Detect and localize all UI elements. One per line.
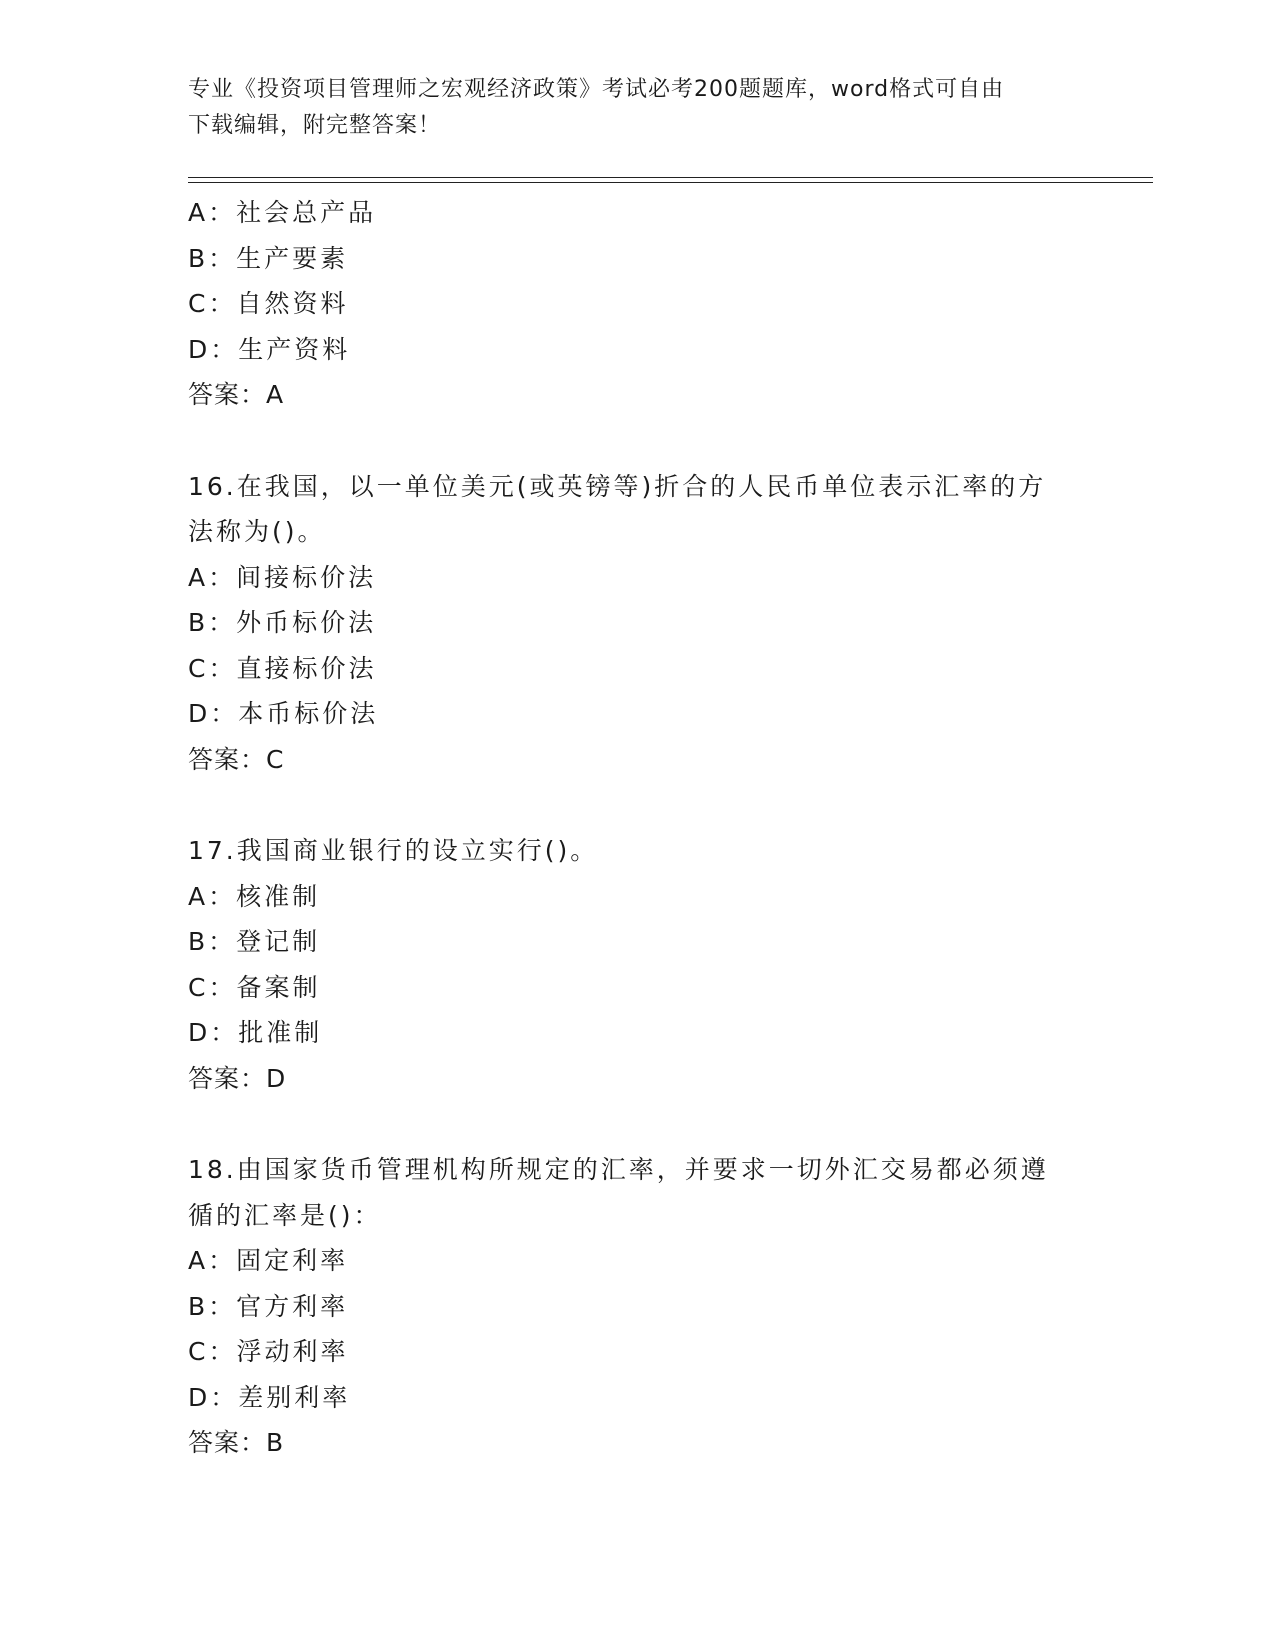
option-c: C：浮动利率 — [188, 1337, 349, 1366]
answer-line: 答案：D — [188, 1063, 287, 1093]
answer-line: 答案：C — [188, 744, 285, 774]
option-d: D：本币标价法 — [188, 699, 379, 728]
question-stem-line-1: 18.由国家货币管理机构所规定的汇率，并要求一切外汇交易都必须遵 — [188, 1155, 1049, 1184]
question-17 — [188, 828, 1088, 1101]
question-stem-line-1: 17.我国商业银行的设立实行()。 — [188, 836, 599, 865]
header-divider-bottom — [188, 182, 1153, 183]
option-c: C：自然资料 — [188, 289, 349, 318]
question-stem-line-1: 16.在我国，以一单位美元(或英镑等)折合的人民币单位表示汇率的方 — [188, 471, 1047, 501]
option-c: C：备案制 — [188, 972, 321, 1002]
option-d: D：批准制 — [188, 1018, 323, 1047]
option-b: B：官方利率 — [188, 1291, 349, 1321]
header-line-2: 下载编辑，附完整答案！ — [188, 113, 442, 138]
option-a: A：间接标价法 — [188, 562, 377, 592]
header-divider-top — [188, 177, 1153, 178]
question-gap — [188, 418, 1088, 464]
question-18 — [188, 1147, 1088, 1466]
question-gap — [188, 782, 1088, 828]
question-list — [188, 190, 1088, 1466]
question-15-options — [188, 190, 1088, 418]
option-d: D：差别利率 — [188, 1382, 351, 1412]
question-16 — [188, 464, 1088, 783]
option-a: A：固定利率 — [188, 1246, 349, 1275]
answer-line: 答案：A — [188, 380, 285, 409]
option-a: A：社会总产品 — [188, 198, 377, 227]
option-d: D：生产资料 — [188, 334, 351, 364]
answer-line: 答案：B — [188, 1428, 285, 1457]
option-b: B：外币标价法 — [188, 608, 377, 637]
question-stem-line-2: 循的汇率是()： — [188, 1200, 382, 1230]
option-b: B：生产要素 — [188, 243, 349, 273]
question-gap — [188, 1101, 1088, 1147]
header-line-1: 专业《投资项目管理师之宏观经济政策》考试必考200题题库，word格式可自由 — [188, 77, 1005, 102]
document-header — [188, 72, 1088, 144]
option-b: B：登记制 — [188, 927, 321, 956]
option-a: A：核准制 — [188, 881, 321, 911]
option-c: C：直接标价法 — [188, 653, 377, 683]
question-stem-line-2: 法称为()。 — [188, 517, 326, 546]
